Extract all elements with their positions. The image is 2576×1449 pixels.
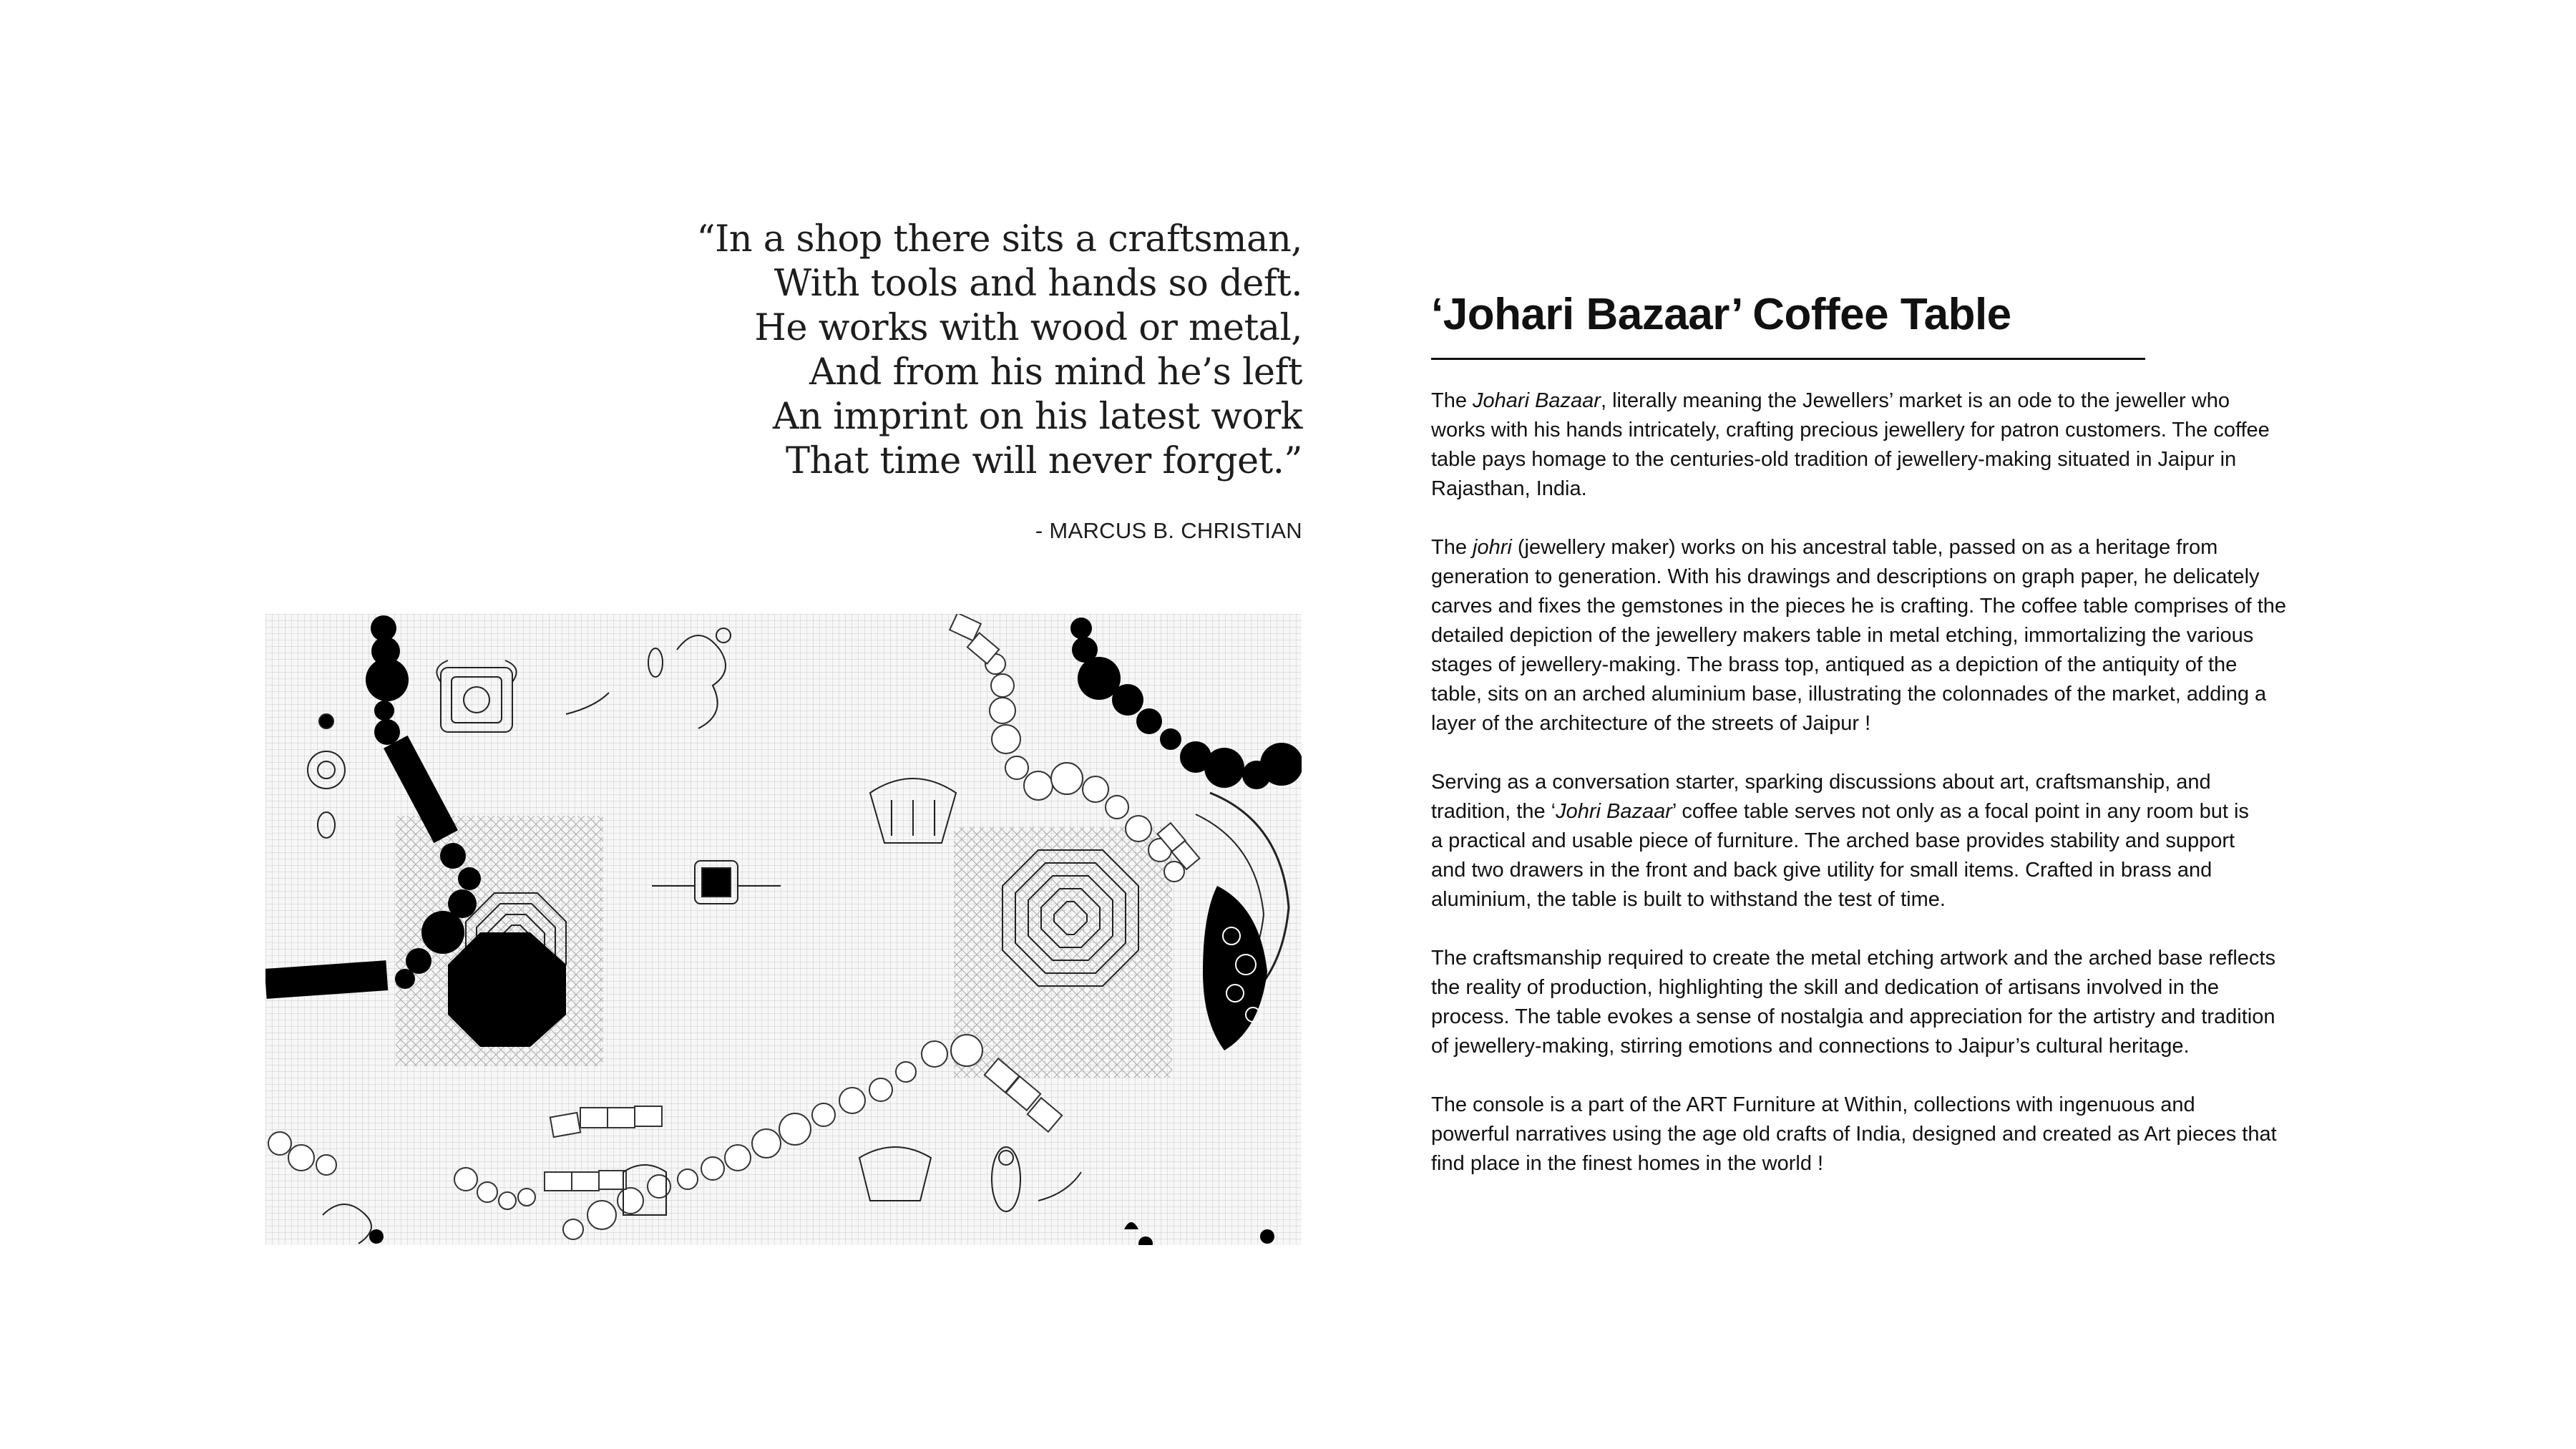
text-line: works with his hands intricately, crafting precious jewellery for patron customers. The coffee [1431, 419, 2270, 441]
italic-term: Johari Bazaar [1473, 389, 1601, 412]
hatched-table-area-right [954, 827, 1172, 1078]
text-line: find place in the finest homes in the world ! [1431, 1152, 1824, 1175]
text-run: tradition, the ‘ [1431, 800, 1556, 823]
quote-line: And from his mind he’s left [809, 351, 1302, 394]
jewellery-etching-artwork [265, 614, 1302, 1245]
text-line: the reality of production, highlighting the skill and dedication of artisans involved in the [1431, 976, 2220, 999]
article-body [1431, 386, 2361, 1208]
paragraph-collection [1431, 1091, 2361, 1179]
black-marks-bottom [369, 1222, 1138, 1244]
text-run: (jewellery maker) works on his ancestral table, passed on as a heritage from [1511, 536, 2218, 559]
text-run: , literally meaning the Jewellers’ market is an ode to the jeweller who [1600, 389, 2230, 412]
text-line: aluminium, the table is built to withstand the test of time. [1431, 888, 1946, 911]
quote-attribution: - MARCUS B. CHRISTIAN [1035, 518, 1302, 543]
text-line: table pays homage to the centuries-old tradition of jewellery-making situated in Jaipur in [1431, 448, 2237, 471]
text-run: ’ coffee table serves not only as a focal point in any room but is [1672, 800, 2249, 823]
black-cabochon-cluster [1203, 886, 1267, 1050]
italic-term: johri [1473, 536, 1512, 559]
title-underline [1431, 358, 2145, 360]
poem-quote [501, 218, 1302, 484]
text-run: The [1431, 536, 1473, 559]
quote-line: An imprint on his latest work [772, 396, 1302, 438]
italic-term: Johri Bazaar [1556, 800, 1672, 823]
quote-line: He works with wood or metal, [754, 307, 1302, 349]
text-line: stages of jewellery-making. The brass top, antiqued as a depiction of the antiquity of the [1431, 653, 2238, 676]
text-line: The craftsmanship required to create the metal etching artwork and the arched base reflects [1431, 947, 2275, 970]
paragraph-johri [1431, 533, 2361, 738]
article-title: ‘Johari Bazaar’ Coffee Table [1431, 290, 2011, 339]
text-line: Rajasthan, India. [1431, 477, 1587, 500]
text-line: generation to generation. With his drawings and descriptions on graph paper, he delicately [1431, 565, 2260, 588]
text-line: detailed depiction of the jewellery makers table in metal etching, immortalizing the various [1431, 624, 2254, 647]
text-line: of jewellery-making, stirring emotions and connections to Jaipur’s cultural heritage. [1431, 1035, 2190, 1058]
text-line: layer of the architecture of the streets of Jaipur ! [1431, 712, 1871, 735]
quote-line: With tools and hands so deft. [774, 263, 1302, 305]
paragraph-craftsmanship [1431, 944, 2361, 1061]
text-line: table, sits on an arched aluminium base, illustrating the colonnades of the market, adding a [1431, 683, 2267, 706]
text-line: powerful narratives using the age old crafts of India, designed and created as Art pieces that [1431, 1123, 2277, 1146]
paragraph-conversation [1431, 768, 2361, 914]
text-line: a practical and usable piece of furniture. The arched base provides stability and support [1431, 829, 2235, 852]
text-line: carves and fixes the gemstones in the pieces he is crafting. The coffee table comprises of the [1431, 595, 2287, 618]
quote-line: “In a shop there sits a craftsman, [696, 218, 1302, 260]
text-line: and two drawers in the front and back give utility for small items. Crafted in brass and [1431, 859, 2212, 882]
text-line: process. The table evokes a sense of nostalgia and appreciation for the artistry and tradition [1431, 1005, 2275, 1028]
paragraph-intro [1431, 386, 2361, 504]
text-line: Serving as a conversation starter, sparking discussions about art, craftsmanship, and [1431, 771, 2211, 794]
text-line: The console is a part of the ART Furniture at Within, collections with ingenuous and [1431, 1093, 2195, 1116]
text-run: The [1431, 389, 1473, 412]
etching-illustration [265, 614, 1302, 1245]
quote-line: That time will never forget.” [785, 440, 1302, 482]
